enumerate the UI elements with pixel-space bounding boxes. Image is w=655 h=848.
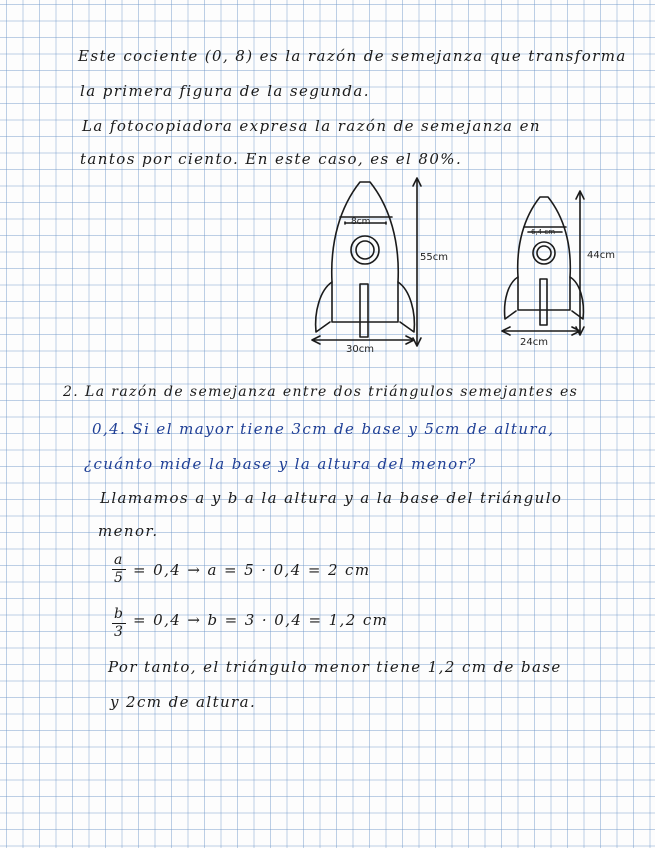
small-rocket-left-fin: [505, 277, 518, 319]
fraction-b-denominator: 3: [114, 624, 123, 640]
small-rocket-width-label: 24cm: [520, 337, 548, 348]
exercise-2-line-3: ¿cuánto mide la base y la altura del menor?: [84, 455, 477, 473]
equation-1: = 0,4 → a = 5 · 0,4 = 2 cm: [133, 561, 371, 579]
text-line-9: menor.: [98, 522, 159, 540]
big-rocket-right-fin: [398, 282, 414, 332]
big-rocket-drawing: [300, 172, 460, 362]
fraction-b-numerator: b: [114, 606, 123, 622]
text-line-8: Llamamos a y b a la altura y a la base del triángulo: [100, 489, 563, 507]
big-rocket-window-label: 8cm: [351, 217, 371, 227]
big-rocket-window-inner: [356, 241, 374, 259]
text-line-4: tantos por ciento. En este caso, es el 80%.: [80, 150, 463, 168]
small-rocket-body: [518, 197, 571, 310]
text-line-3: La fotocopiadora expresa la razón de semejanza en: [82, 117, 541, 135]
text-line-11: y 2cm de altura.: [110, 693, 257, 711]
big-rocket-center-fin: [360, 284, 368, 337]
big-rocket-width-label: 30cm: [346, 344, 374, 355]
exercise-2-line-1: 2. La razón de semejanza entre dos triángulos semejantes es: [63, 384, 579, 400]
text-line-10: Por tanto, el triángulo menor tiene 1,2 cm de base: [108, 658, 562, 676]
small-rocket-window-label: 6,4 cm: [531, 228, 556, 236]
small-rocket-right-fin: [570, 277, 583, 319]
text-line-1: Este cociente (0, 8) es la razón de semejanza que transforma: [78, 47, 627, 65]
small-rocket-window-inner: [537, 246, 551, 260]
small-rocket-drawing: [492, 185, 632, 345]
fraction-a-numerator: a: [114, 552, 123, 568]
big-rocket-body: [332, 182, 399, 322]
equation-2: = 0,4 → b = 3 · 0,4 = 1,2 cm: [133, 611, 389, 629]
big-rocket-left-fin: [316, 282, 332, 332]
text-line-2: la primera figura de la segunda.: [80, 82, 370, 100]
small-rocket-height-label: 44cm: [587, 250, 615, 261]
fraction-a-denominator: 5: [114, 570, 123, 586]
exercise-2-line-2: 0,4. Si el mayor tiene 3cm de base y 5cm de altura,: [92, 420, 555, 438]
small-rocket-center-fin: [540, 279, 547, 325]
big-rocket-height-label: 55cm: [420, 252, 448, 263]
